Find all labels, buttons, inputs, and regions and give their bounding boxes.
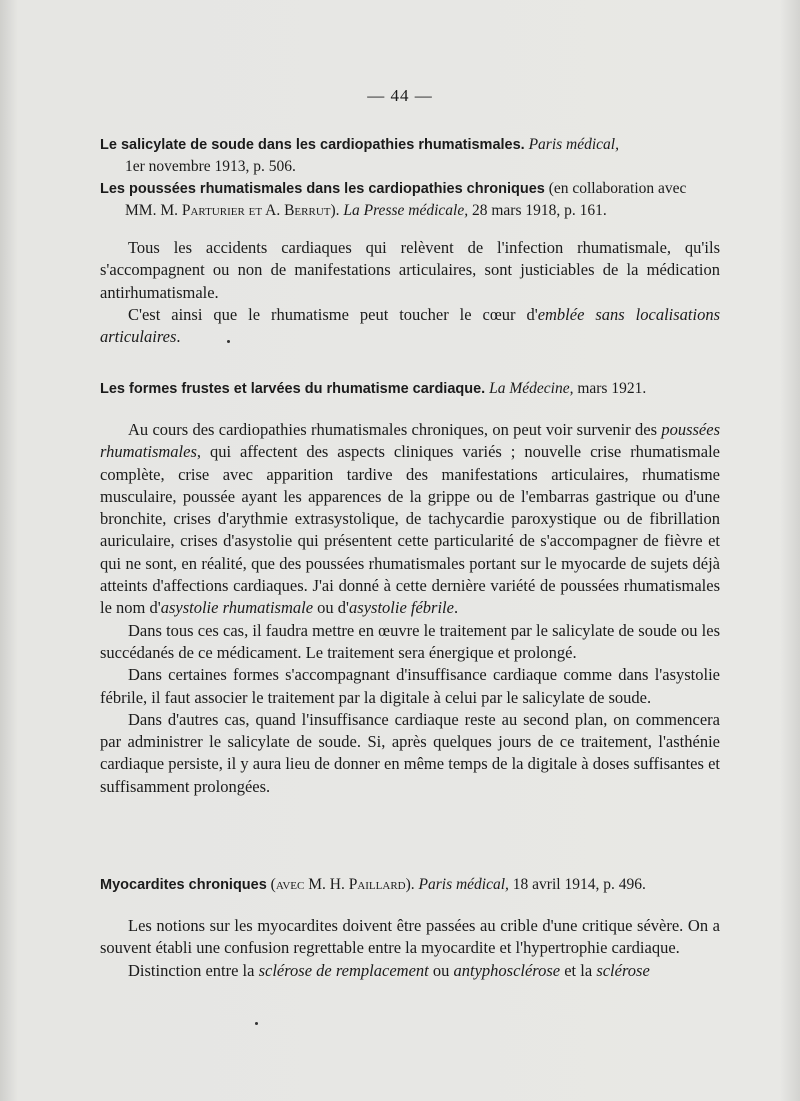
- paragraph: Dans d'autres cas, quand l'insuffisance cardiaque reste au second plan, on commencera par administrer le salicylate de soude. Si, après quelques jours de ce traitement, l'asthénie cardiaque persiste, il y aura lieu de donner en même temps de la digitale à doses suffisantes et suffisamment prolongées.: [100, 709, 720, 796]
- reference-formes-frustes: [100, 378, 720, 400]
- reference-title: Les poussées rhumatismales dans les cardiopathies chroniques: [100, 181, 545, 197]
- reference-title: Les formes frustes et larvées du rhumatisme cardiaque.: [100, 381, 486, 397]
- reference-collab-prefix: (en collaboration avec: [548, 180, 687, 197]
- paragraph: Dans certaines formes s'accompagnant d'insuffisance cardiaque comme dans l'asystolie fébrile, il faut associer le traitement par la digitale à celui par le salicylate de soude.: [100, 665, 720, 707]
- text-run: ou d': [313, 598, 350, 618]
- text-run: Au cours des cardiopathies rhumatismales chroniques, on peut voir survenir des: [128, 420, 662, 439]
- text-run: C'est ainsi que le rhumatisme peut toucher le cœur d': [128, 304, 538, 324]
- reference-date: 18 avril 1914, p. 496.: [512, 876, 646, 893]
- text-run: .: [176, 327, 181, 347]
- paragraph: [100, 960, 720, 982]
- reference-title: Myocardites chroniques: [100, 877, 267, 893]
- ink-speck: [227, 340, 230, 343]
- ink-speck: [255, 1022, 258, 1025]
- italic-run: sclérose de remplacement: [258, 960, 429, 980]
- paragraph: Tous les accidents cardiaques qui relèvent de l'infection rhumatismale, qu'ils s'accompagnent ou non de manifestations articulaires, sont justiciables de la médication antirhumatismale.: [100, 238, 720, 302]
- body-section-3: [100, 915, 720, 982]
- page-number: — 44 —: [367, 86, 433, 105]
- reference-authors: MM. M. Parturier et A. Berrut).: [125, 202, 340, 219]
- body-section-2: [100, 419, 720, 798]
- reference-journal: Paris médical,: [528, 136, 619, 153]
- paragraph: Dans tous ces cas, il faudra mettre en œuvre le traitement par le salicylate de soude ou les succédanés de ce médicament. Le traitement sera énergique et prolongé.: [100, 620, 720, 662]
- text-run: , qui affectent des aspects cliniques variés ; nouvelle crise rhumatismale complète, crise avec apparition tardive des manifestations articulaires, rhumatisme musculaire, poussée ayant les apparences de la grippe ou de l'embarras gastrique ou d'une bronchite, crises d'arythmie extrasystolique, de tachycardie paroxystique ou de fibrillation auriculaire, crises d'asystolie qui présentent cette particularité de s'accompagner de fièvre et qui ne sont, en réalité, que des poussées rhumatismales portant sur le myocarde de sujets déjà atteints d'affections cardiaques. J'ai donné à cette dernière variété de poussées rhumatismales le nom d': [100, 442, 720, 618]
- reference-title: Le salicylate de soude dans les cardiopathies rhumatismales.: [100, 137, 525, 153]
- reference-salicylate: [100, 134, 720, 177]
- paragraph: [100, 419, 720, 620]
- text-run: Distinction entre la: [128, 960, 259, 980]
- text-run: et la: [560, 960, 597, 980]
- italic-run: antyphosclérose: [453, 960, 561, 980]
- italic-run: asystolie rhumatismale: [160, 598, 314, 618]
- reference-journal: La Médecine,: [489, 380, 574, 397]
- italic-run: sclérose: [596, 960, 650, 980]
- reference-date: mars 1921.: [577, 380, 647, 397]
- reference-poussees: [100, 178, 720, 221]
- reference-journal: La Presse médicale,: [343, 202, 469, 219]
- body-section-1: [100, 237, 720, 348]
- paragraph: [100, 304, 720, 349]
- italic-run: asystolie fébrile: [349, 598, 454, 618]
- reference-collab: (avec M. H. Paillard).: [270, 876, 415, 893]
- reference-date: 1er novembre 1913, p. 506.: [125, 158, 296, 175]
- italic-run: poussées rhumatismales: [100, 420, 720, 462]
- text-run: .: [453, 598, 459, 618]
- reference-journal: Paris médical,: [418, 876, 509, 893]
- text-run: ou: [428, 960, 454, 980]
- paragraph: Les notions sur les myocardites doivent être passées au crible d'une critique sévère. On a souvent établi une confusion regrettable entre la myocardite et l'hypertrophie cardiaque.: [100, 916, 720, 958]
- reference-myocardites: [100, 874, 720, 896]
- reference-date: 28 mars 1918, p. 161.: [471, 202, 607, 219]
- italic-run: emblée sans localisations articulaires: [100, 304, 720, 347]
